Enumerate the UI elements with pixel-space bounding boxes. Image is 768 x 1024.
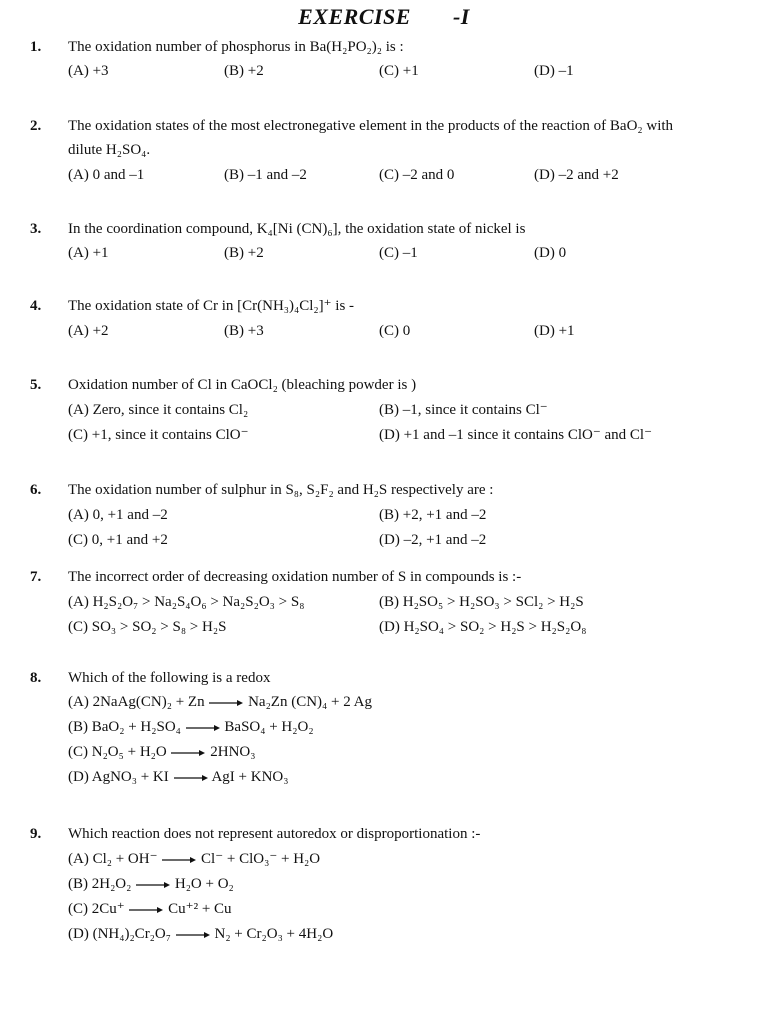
option-b	[68, 715, 748, 740]
reaction-arrow-icon	[209, 699, 243, 707]
reactants: (B) 2H₂O₂	[68, 876, 132, 892]
question-number: 6.	[30, 482, 42, 498]
option-b: (B) +2, +1 and –2	[379, 507, 487, 523]
option-d	[68, 922, 748, 947]
question-stem-line-2: dilute H₂SO₄.	[68, 142, 151, 158]
reactants: (D) AgNO₃ + KI	[68, 769, 169, 785]
option-c: (C) –1	[379, 245, 418, 261]
option-d: (D) +1	[534, 323, 575, 339]
option-a: (A) +3	[68, 63, 109, 79]
option-c: (C) SO₃ > SO₂ > S₈ > H₂S	[68, 619, 227, 635]
reactants: (C) N₂O₅ + H₂O	[68, 744, 167, 760]
option-c: (C) +1	[379, 63, 419, 79]
option-b	[68, 872, 748, 897]
option-d: (D) –1	[534, 63, 574, 79]
option-b: (B) H₂SO₅ > H₂SO₃ > SCl₂ > H₂S	[379, 594, 584, 610]
reactants: (A) 2NaAg(CN)₂ + Zn	[68, 694, 205, 710]
option-b: (B) +2	[224, 63, 264, 79]
option-a	[68, 690, 748, 715]
reactants: (A) Cl₂ + OH⁻	[68, 851, 158, 867]
option-b: (B) +2	[224, 245, 264, 261]
option-d: (D) –2 and +2	[534, 167, 619, 183]
question-stem: The oxidation number of sulphur in S₈, S₂F₂ and H₂S respectively are :	[68, 482, 494, 498]
products: Cl⁻ + ClO₃⁻ + H₂O	[201, 851, 321, 867]
option-a: (A) 0, +1 and –2	[68, 507, 168, 523]
option-d: (D) +1 and –1 since it contains ClO⁻ and Cl⁻	[379, 427, 653, 443]
reactants: (C) 2Cu⁺	[68, 901, 125, 917]
title-suffix: -I	[452, 4, 470, 29]
reactants: (B) BaO₂ + H₂SO₄	[68, 719, 181, 735]
option-d: (D) H₂SO₄ > SO₂ > H₂S > H₂S₂O₈	[379, 619, 587, 635]
option-a: (A) Zero, since it contains Cl₂	[68, 402, 249, 418]
products: Cu⁺² + Cu	[168, 901, 232, 917]
question-stem: Which reaction does not represent autoredox or disproportionation :-	[68, 826, 481, 842]
products: 2HNO₃	[210, 744, 256, 760]
option-d: (D) –2, +1 and –2	[379, 532, 487, 548]
question-stem: The oxidation state of Cr in [Cr(NH₃)₄Cl₂]⁺ is -	[68, 298, 355, 314]
option-c: (C) +1, since it contains ClO⁻	[68, 427, 249, 443]
page-title	[0, 4, 768, 30]
reaction-arrow-icon	[129, 906, 163, 914]
option-a: (A) +2	[68, 323, 109, 339]
question-stem	[68, 114, 728, 162]
question-stem-line-1: The oxidation states of the most electronegative element in the products of the reaction of BaO₂ with	[68, 118, 674, 134]
reaction-arrow-icon	[174, 774, 208, 782]
option-d: (D) 0	[534, 245, 567, 261]
option-d	[68, 765, 748, 790]
question-stem: The oxidation number of phosphorus in Ba(H₂PO₂)₂ is :	[68, 39, 404, 55]
question-number: 9.	[30, 826, 42, 842]
products: Na₂Zn (CN)₄ + 2 Ag	[248, 694, 372, 710]
option-c	[68, 897, 748, 922]
question-number: 8.	[30, 670, 42, 686]
option-b: (B) –1 and –2	[224, 167, 307, 183]
question-number: 4.	[30, 298, 42, 314]
question-stem: Oxidation number of Cl in CaOCl₂ (bleaching powder is )	[68, 377, 417, 393]
question-stem: In the coordination compound, K₄[Ni (CN)₆], the oxidation state of nickel is	[68, 221, 526, 237]
question-stem: Which of the following is a redox	[68, 670, 271, 686]
reaction-arrow-icon	[162, 856, 196, 864]
question-number: 5.	[30, 377, 42, 393]
option-b: (B) –1, since it contains Cl⁻	[379, 402, 548, 418]
option-c: (C) –2 and 0	[379, 167, 455, 183]
option-a: (A) 0 and –1	[68, 167, 145, 183]
question-number: 7.	[30, 569, 42, 585]
products: H₂O + O₂	[174, 876, 234, 892]
option-b: (B) +3	[224, 323, 264, 339]
reaction-arrow-icon	[171, 749, 205, 757]
reaction-arrow-icon	[136, 881, 170, 889]
question-number: 1.	[30, 39, 42, 55]
title-main: EXERCISE	[298, 4, 411, 29]
option-c	[68, 740, 748, 765]
option-c: (C) 0	[379, 323, 411, 339]
option-c: (C) 0, +1 and +2	[68, 532, 168, 548]
products: N₂ + Cr₂O₃ + 4H₂O	[214, 926, 334, 942]
option-a	[68, 847, 748, 872]
reactants: (D) (NH₄)₂Cr₂O₇	[68, 926, 171, 942]
question-number: 2.	[30, 118, 42, 134]
reaction-arrow-icon	[176, 931, 210, 939]
question-number: 3.	[30, 221, 42, 237]
option-a: (A) H₂S₂O₇ > Na₂S₄O₆ > Na₂S₂O₃ > S₈	[68, 594, 305, 610]
products: BaSO₄ + H₂O₂	[224, 719, 314, 735]
option-a: (A) +1	[68, 245, 109, 261]
reaction-arrow-icon	[186, 724, 220, 732]
question-stem: The incorrect order of decreasing oxidation number of S in compounds is :-	[68, 569, 522, 585]
products: AgI + KNO₃	[211, 769, 289, 785]
